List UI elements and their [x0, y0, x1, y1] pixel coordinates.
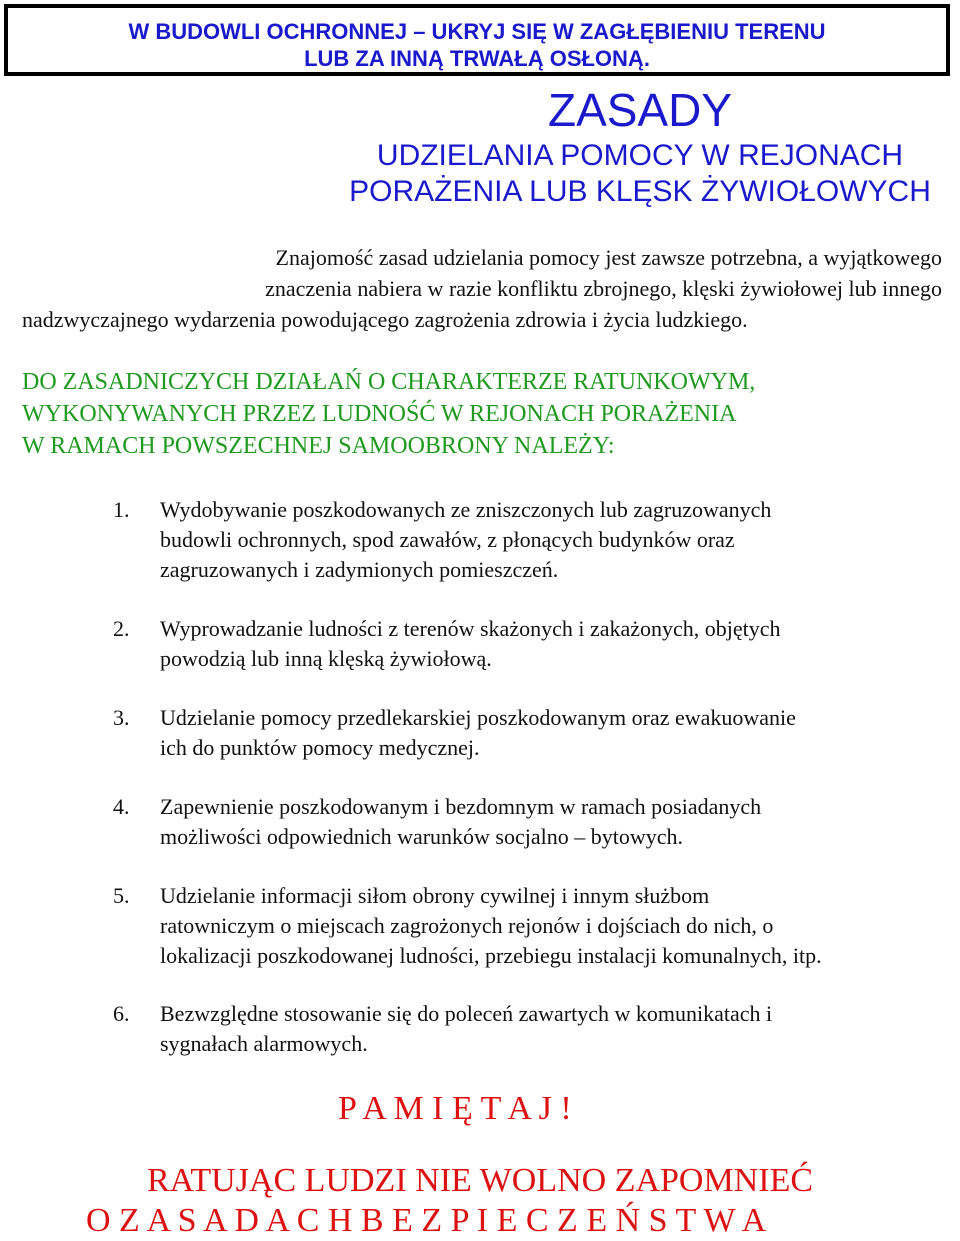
list-item-text [160, 703, 950, 763]
footer-warning [0, 1161, 960, 1241]
list-item-line: sygnałach alarmowych. [160, 1031, 368, 1056]
list-item-line: Zapewnienie poszkodowanym i bezdomnym w ramach posiadanych [160, 794, 762, 819]
section-heading-line-3: W RAMACH POWSZECHNEJ SAMOOBRONY NALEŻY: [22, 433, 615, 459]
list-item-line: Wyprowadzanie ludności z terenów skażonych i zakażonych, objętych [160, 616, 781, 641]
footer-line-1: RATUJĄC LUDZI NIE WOLNO ZAPOMNIEĆ [146, 1162, 814, 1199]
list-item-number: 5. [113, 883, 130, 908]
intro-line-2: znaczenia nabiera w razie konfliktu zbrojnego, klęski żywiołowej lub innego [265, 276, 942, 301]
list-item-line: ich do punktów pomocy medycznej. [160, 735, 480, 760]
list-item-line: zagruzowanych i zadymionych pomieszczeń. [160, 557, 559, 582]
list-item-number: 4. [113, 794, 130, 819]
header-notice-text [8, 18, 946, 72]
header-notice-line-2: LUB ZA INNĄ TRWAŁĄ OSŁONĄ. [304, 46, 650, 71]
list-item-line: lokalizacji poszkodowanej ludności, przebiegu instalacji komunalnych, itp. [160, 943, 822, 968]
title-subtitle-line-2: PORAŻENIA LUB KLĘSK ŻYWIOŁOWYCH [349, 175, 931, 208]
list-item-text [160, 792, 950, 852]
list-item-line: ratowniczym o miejscach zagrożonych rejonów i dojściach do nich, o [160, 913, 774, 938]
section-heading [22, 366, 952, 462]
list-item-line: Udzielanie informacji siłom obrony cywilnej i innym służbom [160, 883, 710, 908]
intro-line-3: nadzwyczajnego wydarzenia powodującego zagrożenia zdrowia i życia ludzkiego. [22, 307, 748, 332]
list-item-text [160, 495, 950, 585]
list-item-text [160, 881, 950, 971]
list-item-number: 6. [113, 1001, 130, 1026]
list-item-line: Udzielanie pomocy przedlekarskiej poszkodowanym oraz ewakuowanie [160, 705, 796, 730]
list-item-line: budowli ochronnych, spod zawałów, z płonących budynków oraz [160, 527, 735, 552]
title-main: ZASADY [547, 84, 733, 136]
section-heading-line-2: WYKONYWANYCH PRZEZ LUDNOŚĆ W REJONACH PORAŻENIA [22, 401, 737, 427]
remember-heading: P A M I Ę T A J ! [338, 1090, 572, 1127]
header-notice-box [4, 4, 950, 76]
list-item-line: Bezwzględne stosowanie się do poleceń zawartych w komunikatach i [160, 1001, 773, 1026]
intro-paragraph [22, 242, 942, 335]
list-item-number: 1. [113, 497, 130, 522]
section-heading-line-1: DO ZASADNICZYCH DZIAŁAŃ O CHARAKTERZE RATUNKOWYM, [22, 369, 756, 395]
list-item-line: powodzią lub inną klęską żywiołową. [160, 646, 492, 671]
title-subtitle-line-1: UDZIELANIA POMOCY W REJONACH [376, 139, 904, 172]
list-item-text [160, 614, 950, 674]
list-item-line: Wydobywanie poszkodowanych ze zniszczonych lub zagruzowanych [160, 497, 772, 522]
header-notice-line-1: W BUDOWLI OCHRONNEJ – UKRYJ SIĘ W ZAGŁĘBIENIU TERENU [128, 19, 826, 44]
list-item-number: 2. [113, 616, 130, 641]
page-title [320, 82, 960, 210]
list-item-number: 3. [113, 705, 130, 730]
list-item-text [160, 999, 950, 1059]
footer-line-2: O Z A S A D A C H B E Z P I E C Z E Ń S T W A [86, 1202, 767, 1239]
intro-line-1: Znajomość zasad udzielania pomocy jest zawsze potrzebna, a wyjątkowego [275, 245, 942, 270]
list-item-line: możliwości odpowiednich warunków socjalno – bytowych. [160, 824, 684, 849]
